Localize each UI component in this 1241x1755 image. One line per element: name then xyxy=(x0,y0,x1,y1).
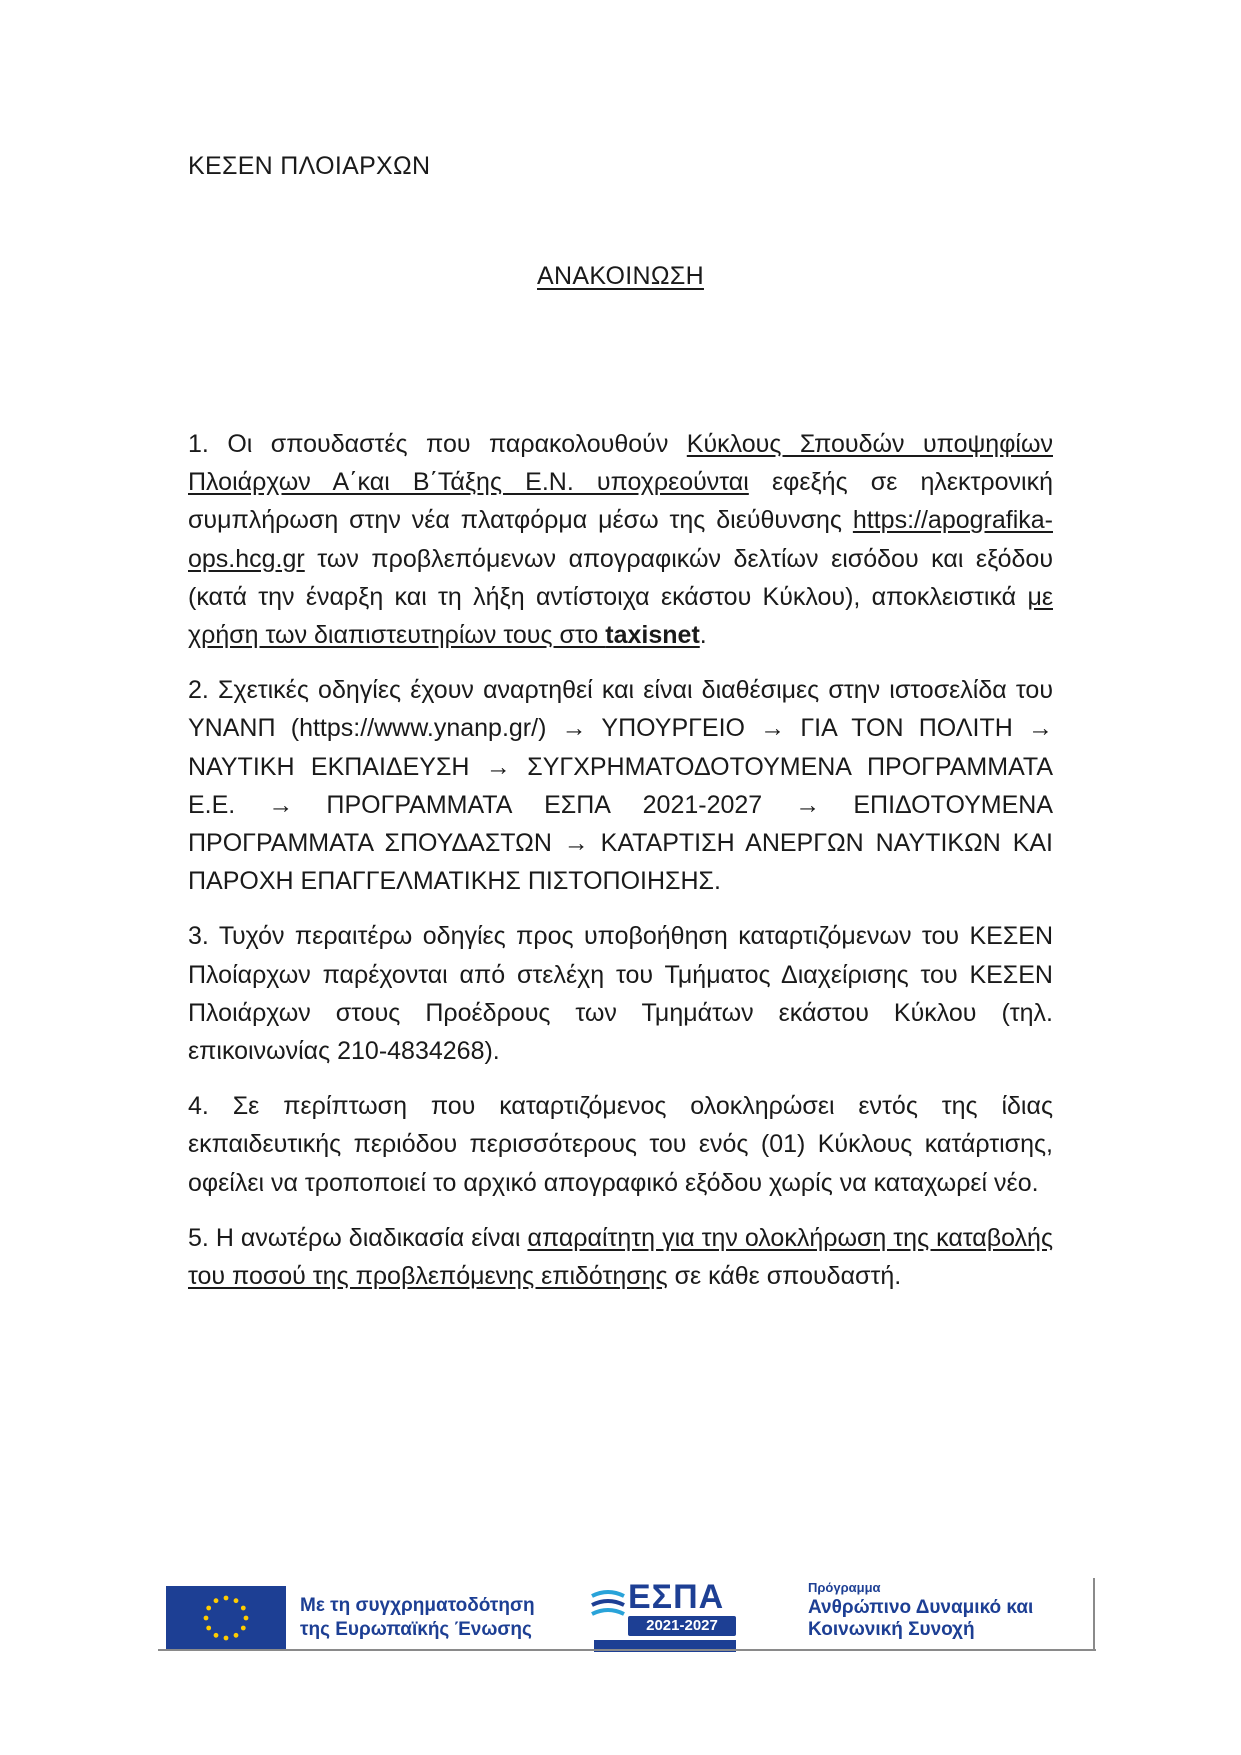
footer-rule xyxy=(158,1649,1096,1651)
organization-header: ΚΕΣΕΝ ΠΛΟΙΑΡΧΩΝ xyxy=(188,152,431,180)
eu-cofunding-text xyxy=(300,1594,600,1642)
document-body xyxy=(188,425,1053,1312)
paragraph-3: 3. Τυχόν περαιτέρω οδηγίες προς υποβοήθηση καταρτιζόμενων του ΚΕΣΕΝ Πλοίαρχων παρέχονται από στελέχη του Τμήματος Διαχείρισης του ΚΕΣΕΝ Πλοιάρχων στους Προέδρους των Τμημάτων εκάστου Κύκλου (τηλ. επικοινωνίας 210-4834268). xyxy=(188,922,1053,1066)
paragraph-1-middle: εφεξής σε ηλεκτρονική συμπλήρωση στην νέα πλατφόρμα μέσω της διεύθυνσης xyxy=(188,468,1053,535)
eu-star xyxy=(204,1616,209,1621)
eu-star xyxy=(234,1633,239,1638)
eu-star xyxy=(206,1606,211,1611)
program-block xyxy=(808,1580,1088,1641)
eu-star xyxy=(244,1616,249,1621)
eu-text-line-2: της Ευρωπαϊκής Ένωσης xyxy=(300,1619,532,1640)
eu-star xyxy=(206,1626,211,1631)
document-title-text: ΑΝΑΚΟΙΝΩΣΗ xyxy=(537,262,704,290)
paragraph-1-details: των προβλεπόμενων απογραφικών δελτίων εισόδου και εξόδου (κατά την έναρξη και τη λήξη αντίστοιχα εκάστου Κύκλου), αποκλειστικά xyxy=(188,544,1053,611)
paragraph-1-underlined-credentials: με χρήση των διαπιστευτηρίων τους στο xyxy=(188,582,1053,650)
eu-star xyxy=(234,1598,239,1603)
program-label: Πρόγραμμα xyxy=(808,1580,881,1595)
paragraph-1-intro: 1. Οι σπουδαστές που παρακολουθούν xyxy=(188,430,687,458)
eu-star xyxy=(241,1606,246,1611)
platform-link[interactable]: https://apografika-ops.hcg.gr xyxy=(188,506,1053,573)
paragraph-5 xyxy=(188,1219,1053,1295)
paragraph-1-underlined-courses: Κύκλους Σπουδών υποψηφίων Πλοιάρχων Α΄και Β΄Τάξης Ε.Ν. υποχρεούνται xyxy=(188,430,1053,497)
eu-stars-icon xyxy=(166,1586,286,1650)
espa-wave-icon xyxy=(588,1586,628,1626)
eu-star xyxy=(241,1626,246,1631)
funding-footer xyxy=(158,1576,1096,1656)
eu-star xyxy=(214,1633,219,1638)
espa-years: 2021-2027 xyxy=(646,1617,718,1634)
espa-logo xyxy=(588,1578,738,1652)
footer-divider xyxy=(1093,1578,1095,1650)
espa-wordmark: ΕΣΠΑ xyxy=(628,1578,725,1616)
paragraph-2: 2. Σχετικές οδηγίες έχουν αναρτηθεί και είναι διαθέσιμες στην ιστοσελίδα του ΥΝΑΝΠ (https://www.ynanp.gr/) → ΥΠΟΥΡΓΕΙΟ → ΓΙΑ ΤΟΝ ΠΟΛΙΤΗ → ΝΑΥΤΙΚΗ ΕΚΠΑΙΔΕΥΣΗ → ΣΥΓΧΡΗΜΑΤΟΔΟΤΟΥΜΕΝΑ ΠΡΟΓΡΑΜΜΑΤΑ Ε.Ε. → ΠΡΟΓΡΑΜΜΑΤΑ ΕΣΠΑ 2021-2027 → ΕΠΙΔΟΤΟΥΜΕΝΑ ΠΡΟΓΡΑΜΜΑΤΑ ΣΠΟΥΔΑΣΤΩΝ → ΚΑΤΑΡΤΙΣΗ ΑΝΕΡΓΩΝ ΝΑΥΤΙΚΩΝ ΚΑΙ ΠΑΡΟΧΗ ΕΠΑΓΓΕΛΜΑΤΙΚΗΣ ΠΙΣΤΟΠΟΙΗΣΗΣ. xyxy=(188,676,1053,896)
paragraph-5-end: σε κάθε σπουδαστή. xyxy=(667,1262,902,1291)
program-name-line-2: Κοινωνική Συνοχή xyxy=(808,1619,975,1640)
document-title xyxy=(0,262,1241,291)
eu-star xyxy=(214,1598,219,1603)
eu-star xyxy=(224,1596,229,1601)
program-name-line-1: Ανθρώπινο Δυναμικό και xyxy=(808,1597,1034,1618)
paragraph-5-underlined: απαραίτητη για την ολοκλήρωση της καταβολής του ποσού της προβλεπόμενης επιδότησης xyxy=(188,1223,1054,1291)
taxisnet-text: taxisnet xyxy=(605,621,700,650)
paragraph-4: 4. Σε περίπτωση που καταρτιζόμενος ολοκληρώσει εντός της ίδιας εκπαιδευτικής περιόδου περισσότερους του ενός (01) Κύκλους κατάρτισης, οφείλει να τροποποιεί το αρχικό απογραφικό εξόδου χωρίς να καταχωρεί νέο. xyxy=(188,1092,1053,1197)
eu-text-line-1: Με τη συγχρηματοδότηση xyxy=(300,1595,535,1616)
eu-star xyxy=(224,1636,229,1641)
eu-flag-icon xyxy=(166,1586,286,1650)
paragraph-1-end: . xyxy=(699,621,707,650)
paragraph-1 xyxy=(188,425,1053,654)
paragraph-5-intro: 5. Η ανωτέρω διαδικασία είναι xyxy=(188,1223,528,1252)
